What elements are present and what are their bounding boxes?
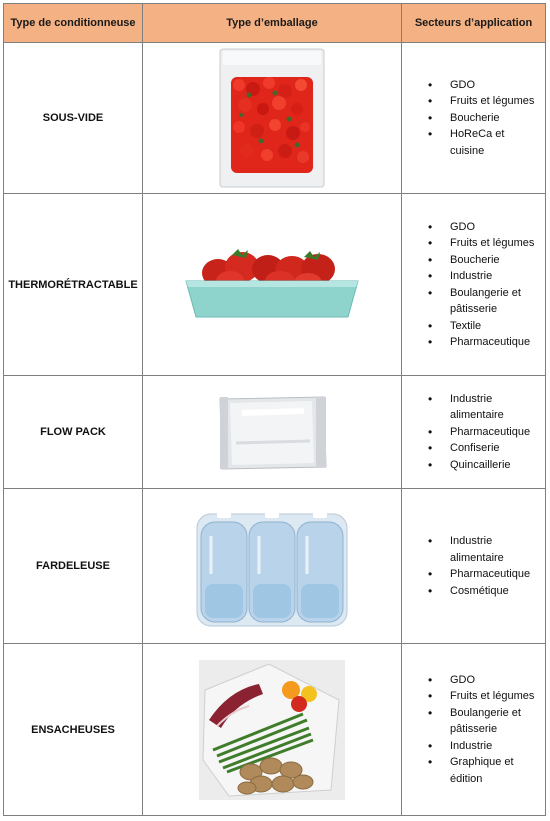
table-row	[4, 644, 546, 816]
sector-list	[402, 533, 545, 599]
list-item: • Boucherie	[450, 110, 540, 127]
list-item: • Pharmaceutique	[450, 566, 540, 583]
list-item: • Pharmaceutique	[450, 334, 540, 351]
machine-type: SOUS-VIDE	[4, 43, 143, 194]
list-item: • Quincaillerie	[450, 457, 540, 474]
header-row	[4, 4, 546, 43]
machine-type: FARDELEUSE	[4, 489, 143, 644]
sector-list	[402, 672, 545, 788]
table-row	[4, 489, 546, 644]
list-item: • Boucherie	[450, 252, 540, 269]
header-sectors: Secteurs d’application	[402, 4, 546, 43]
list-item: • Cosmétique	[450, 583, 540, 600]
sector-list	[402, 219, 545, 351]
packaging-table	[3, 3, 546, 816]
packaging-image	[143, 644, 402, 816]
list-item: • GDO	[450, 672, 540, 689]
sectors-cell	[402, 194, 546, 376]
list-item: • Fruits et légumes	[450, 93, 540, 110]
list-item: • Industrie alimentaire	[450, 391, 540, 424]
table-row	[4, 194, 546, 376]
table-row	[4, 43, 546, 194]
sector-list	[402, 77, 545, 160]
list-item: • Graphique et édition	[450, 754, 540, 787]
packaging-image	[143, 489, 402, 644]
list-item: • GDO	[450, 219, 540, 236]
list-item: • Confiserie	[450, 440, 540, 457]
list-item: • GDO	[450, 77, 540, 94]
list-item: • Boulangerie et pâtisserie	[450, 285, 540, 318]
header-machine-type: Type de conditionneuse	[4, 4, 143, 43]
machine-type: FLOW PACK	[4, 376, 143, 489]
packaging-image	[143, 194, 402, 376]
list-item: • Pharmaceutique	[450, 424, 540, 441]
table-row	[4, 376, 546, 489]
sectors-cell	[402, 376, 546, 489]
list-item: • Fruits et légumes	[450, 235, 540, 252]
list-item: • Fruits et légumes	[450, 688, 540, 705]
vegetables-bag-image	[199, 660, 345, 800]
flow-pack-wrapper-image	[212, 393, 332, 471]
header-packaging-type: Type d’emballage	[143, 4, 402, 43]
list-item: • Industrie alimentaire	[450, 533, 540, 566]
list-item: • Industrie	[450, 268, 540, 285]
packaging-image	[143, 376, 402, 489]
water-bottles-bundle-image	[193, 502, 351, 630]
list-item: • HoReCa et cuisine	[450, 126, 540, 159]
vacuum-bag-tomatoes-image	[217, 47, 327, 189]
machine-type: THERMORÉTRACTABLE	[4, 194, 143, 376]
strawberry-tray-image	[180, 245, 364, 325]
packaging-image	[143, 43, 402, 194]
sector-list	[402, 391, 545, 474]
list-item: • Boulangerie et pâtisserie	[450, 705, 540, 738]
sectors-cell	[402, 489, 546, 644]
list-item: • Textile	[450, 318, 540, 335]
list-item: • Industrie	[450, 738, 540, 755]
sectors-cell	[402, 43, 546, 194]
sectors-cell	[402, 644, 546, 816]
machine-type: ENSACHEUSES	[4, 644, 143, 816]
